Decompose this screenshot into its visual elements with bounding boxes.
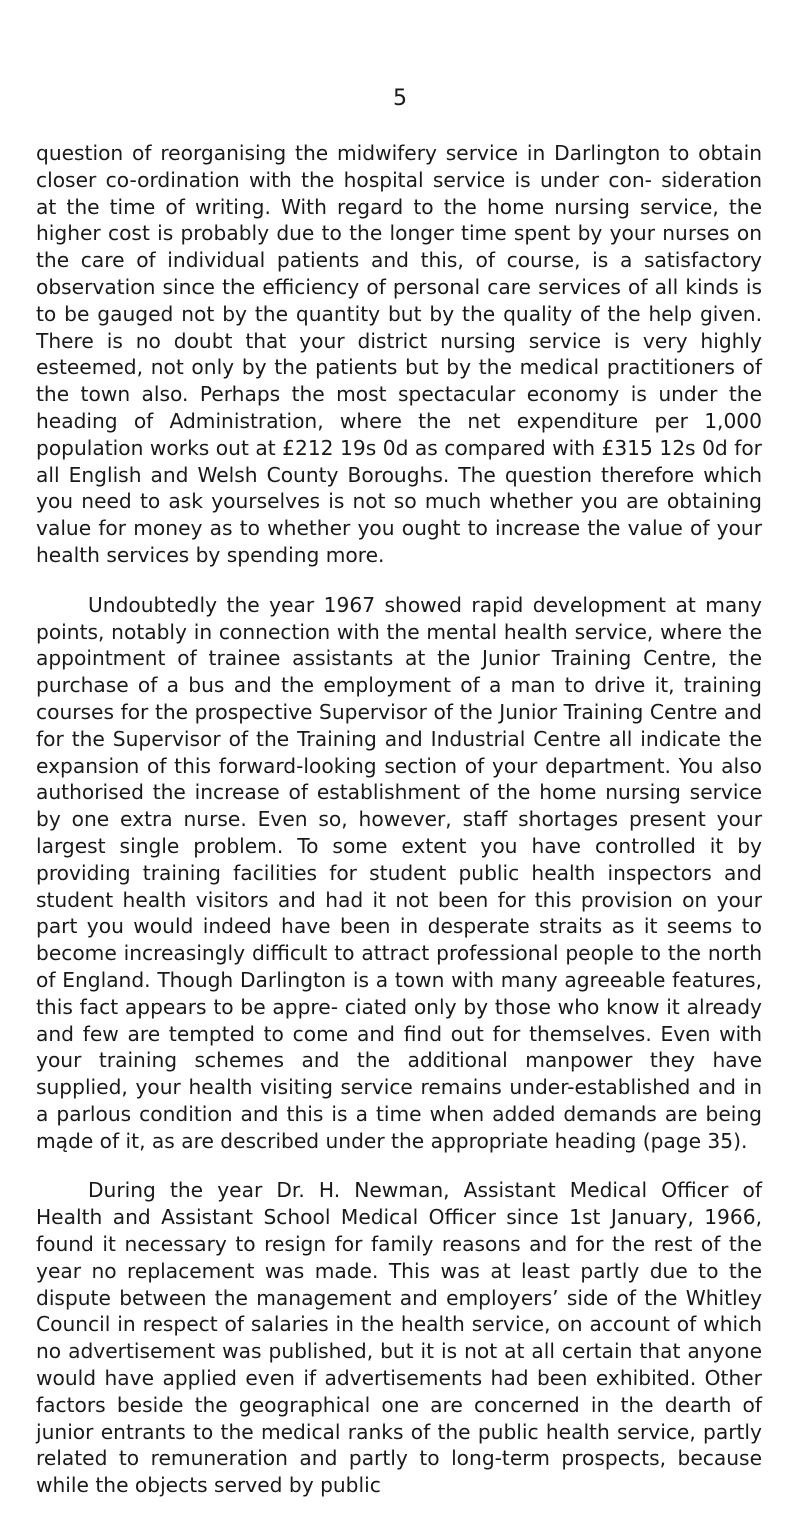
paragraph-1: question of reorganising the midwifery service in Darlington to obtain closer co-ordination with the hospital service is under con- sideration at the time of writing. With regard to the home nursing service, the higher cost is probably due to the longer time spent by your nurses on the care of individual patients and this, of course, is a satisfactory observation since the efficiency of personal care services of all kinds is to be gauged not by the quantity but by the quality of the help given. There is no doubt that your district nursing service is very highly esteemed, not only by the patients but by the medical practitioners of the town also. Perhaps the most spectacular economy is under the heading of Administration, where the net expenditure per 1,000 population works out at £212 19s 0d as compared with £315 12s 0d for all English and Welsh County Boroughs. The question therefore which you need to ask yourselves is not so much whether you are obtaining value for money as to whether you ought to increase the value of your health services by spending more.	[36, 141, 762, 567]
body-text	[36, 140, 762, 1522]
page-number: 5	[393, 86, 407, 111]
paragraph-2: Undoubtedly the year 1967 showed rapid development at many points, notably in connection with the mental health service, where the appointment of trainee assistants at the Junior Training Centre, the purchase of a bus and the employment of a man to drive it, training courses for the prospective Supervisor of the Junior Training Centre and for the Supervisor of the Training and Industrial Centre all indicate the expansion of this forward-looking section of your department. You also authorised the increase of establishment of the home nursing service by one extra nurse. Even so, however, staff shortages present your largest single problem. To some extent you have controlled it by providing training facilities for student public health inspectors and student health visitors and had it not been for this provision on your part you would indeed have been in desperate straits as it seems to become increasingly difficult to attract professional people to the north of England. Though Darlington is a town with many agreeable features, this fact appears to be appre- ciated only by those who know it already and few are tempted to come and find out for themselves. Even with your training schemes and the additional manpower they have supplied, your health visiting service remains under-established and in a parlous condition and this is a time when added demands are being mąde of it, as are described under the appropriate heading (page 35).	[36, 592, 762, 1153]
paragraph-3: During the year Dr. H. Newman, Assistant Medical Officer of Health and Assistant School Medical Officer since 1st January, 1966, found it necessary to resign for family reasons and for the rest of the year no replacement was made. This was at least partly due to the dispute between the management and employers’ side of the Whitley Council in respect of salaries in the health service, on account of which no advertisement was published, but it is not at all certain that anyone would have applied even if advertisements had been exhibited. Other factors beside the geographical one are concerned in the dearth of junior entrants to the medical ranks of the public health service, partly related to remuneration and partly to long-term prospects, because while the objects served by public	[36, 1178, 762, 1498]
